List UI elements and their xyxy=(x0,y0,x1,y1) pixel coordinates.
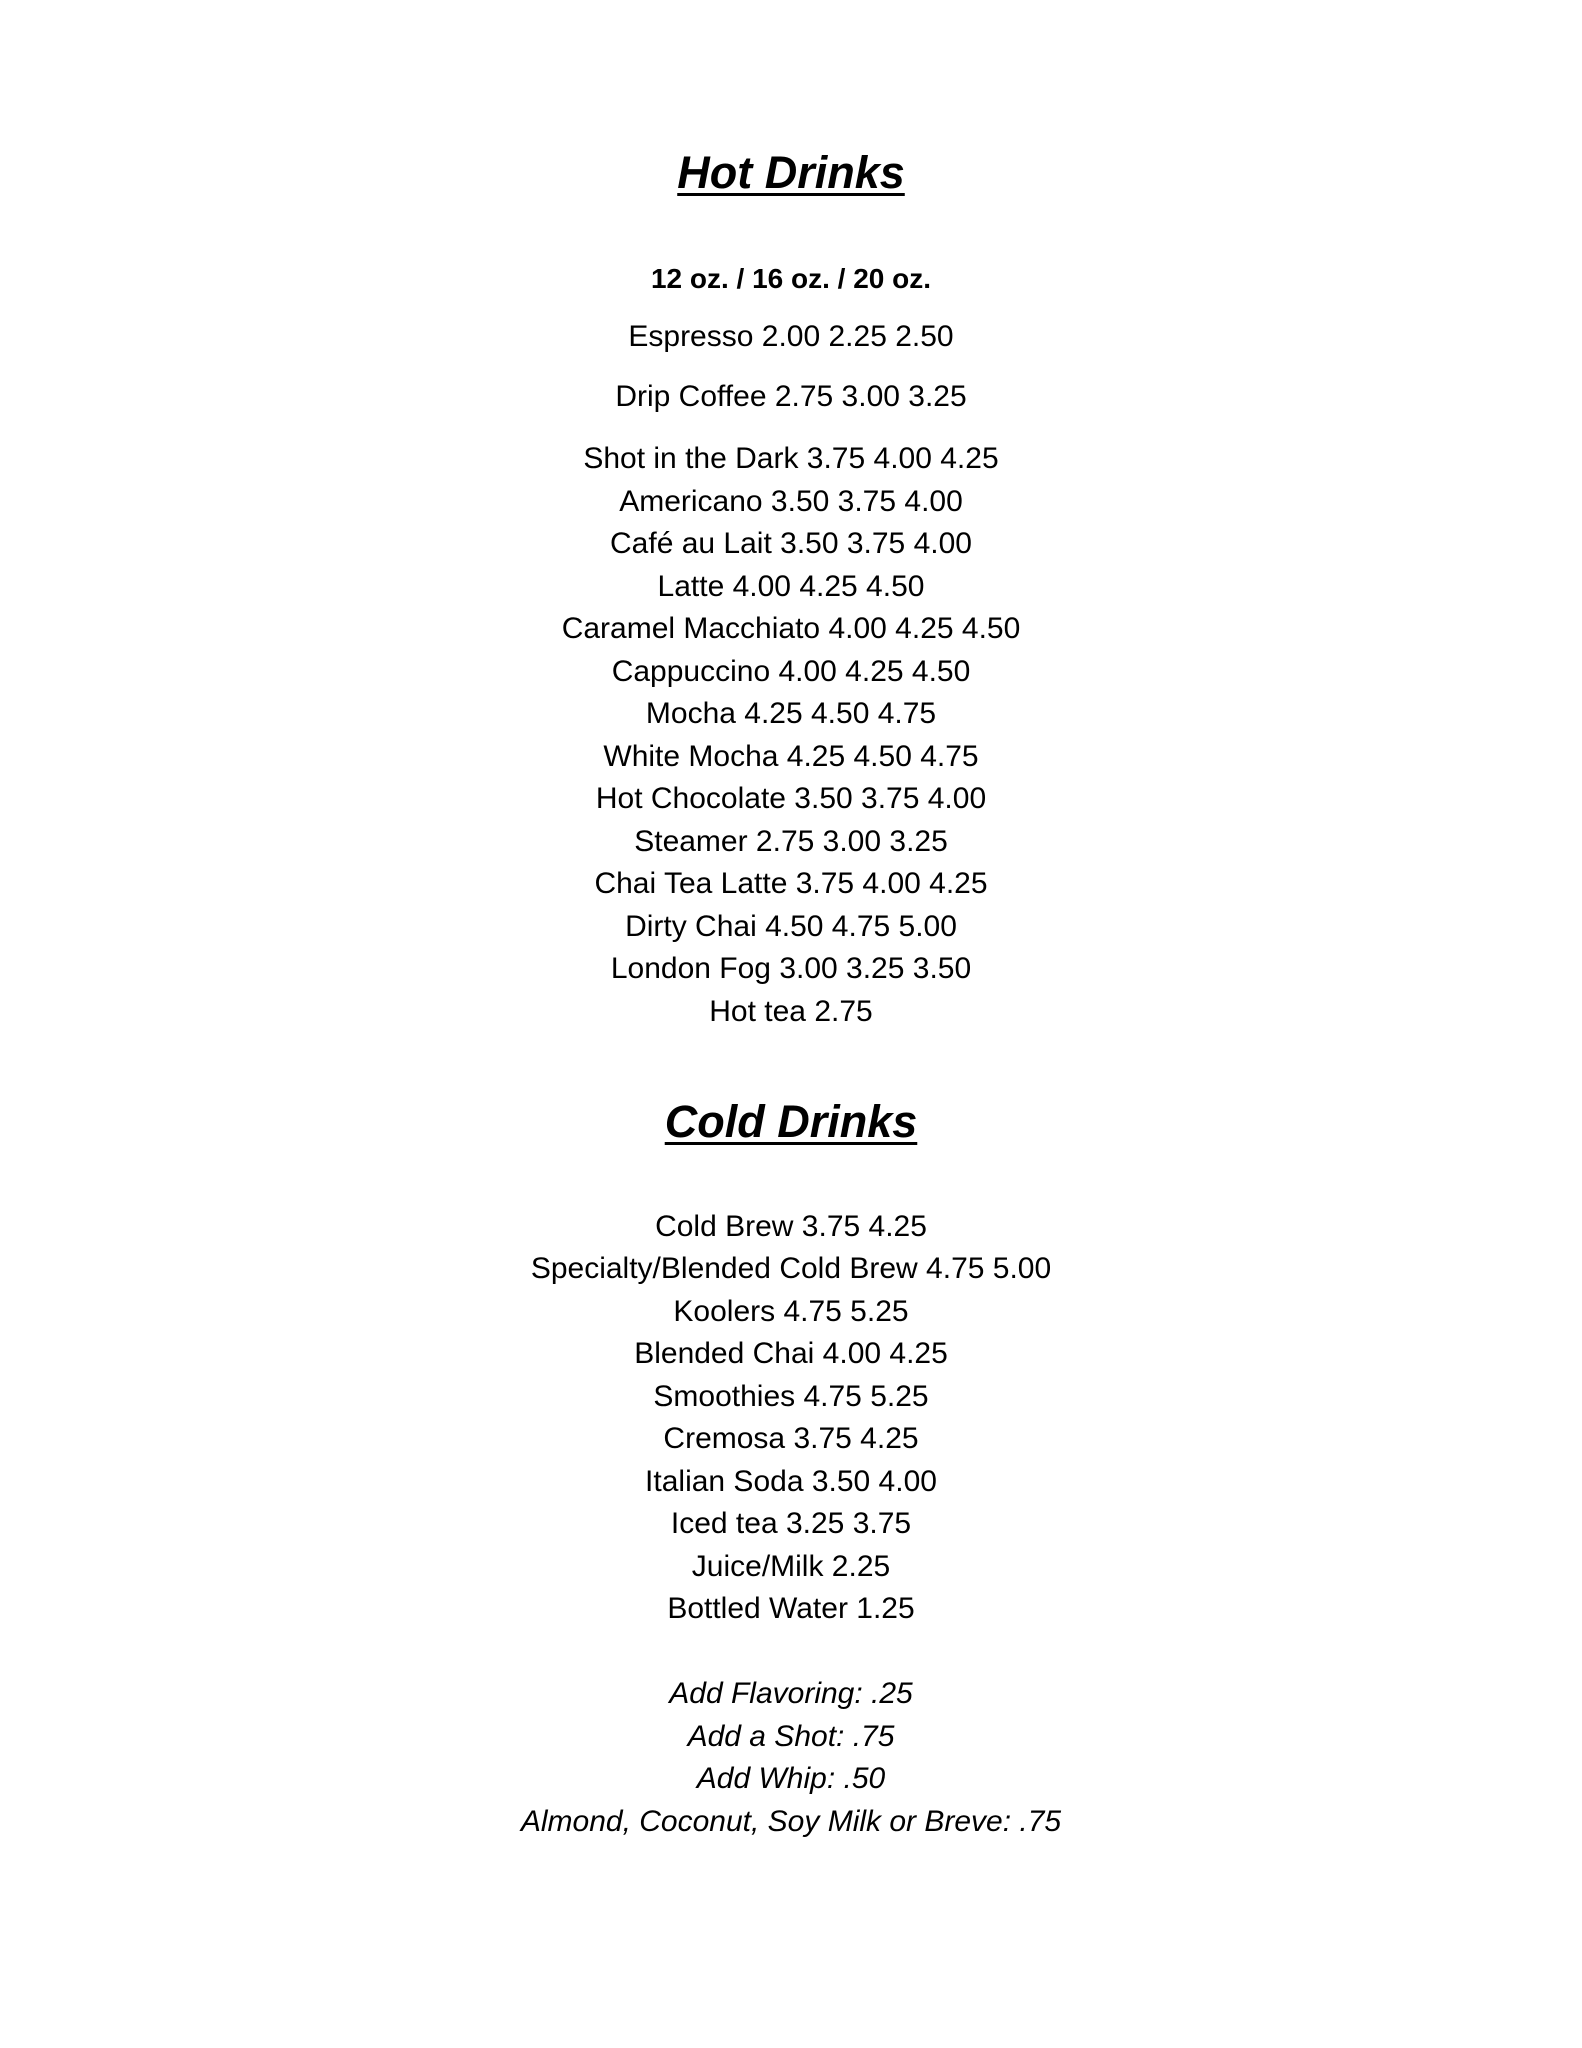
menu-item: Chai Tea Latte 3.75 4.00 4.25 xyxy=(594,867,988,900)
menu-item: Americano 3.50 3.75 4.00 xyxy=(619,485,963,518)
menu-item: Blended Chai 4.00 4.25 xyxy=(634,1337,948,1370)
hot-drinks-heading: Hot Drinks xyxy=(677,147,905,198)
menu-item: Bottled Water 1.25 xyxy=(667,1592,915,1625)
menu-item: Mocha 4.25 4.50 4.75 xyxy=(645,697,937,730)
addon-item: Add a Shot: .75 xyxy=(687,1720,895,1753)
menu-item: Cold Brew 3.75 4.25 xyxy=(655,1210,927,1243)
menu-item: Caramel Macchiato 4.00 4.25 4.50 xyxy=(561,612,1021,645)
menu-item: Steamer 2.75 3.00 3.25 xyxy=(634,825,948,858)
size-header: 12 oz. / 16 oz. / 20 oz. xyxy=(650,263,932,294)
menu-item: White Mocha 4.25 4.50 4.75 xyxy=(603,740,979,773)
menu-item: London Fog 3.00 3.25 3.50 xyxy=(610,952,972,985)
menu-item: Dirty Chai 4.50 4.75 5.00 xyxy=(625,910,957,943)
menu-item: Smoothies 4.75 5.25 xyxy=(653,1380,929,1413)
menu-item: Cappuccino 4.00 4.25 4.50 xyxy=(611,655,971,688)
menu-item: Drip Coffee 2.75 3.00 3.25 xyxy=(615,380,967,413)
menu-item: Hot tea 2.75 xyxy=(709,995,873,1028)
menu-item: Juice/Milk 2.25 xyxy=(691,1550,891,1583)
menu-item: Italian Soda 3.50 4.00 xyxy=(645,1465,937,1498)
addon-item: Almond, Coconut, Soy Milk or Breve: .75 xyxy=(520,1805,1062,1838)
menu-item: Iced tea 3.25 3.75 xyxy=(670,1507,912,1540)
cold-drinks-heading: Cold Drinks xyxy=(664,1096,918,1147)
menu-item: Espresso 2.00 2.25 2.50 xyxy=(628,320,954,353)
menu-item: Café au Lait 3.50 3.75 4.00 xyxy=(610,527,972,560)
addon-item: Add Flavoring: .25 xyxy=(669,1677,913,1710)
menu-item: Hot Chocolate 3.50 3.75 4.00 xyxy=(595,782,987,815)
menu-item: Shot in the Dark 3.75 4.00 4.25 xyxy=(583,442,999,475)
menu-item: Latte 4.00 4.25 4.50 xyxy=(657,570,925,603)
menu-item: Cremosa 3.75 4.25 xyxy=(663,1422,919,1455)
addon-item: Add Whip: .50 xyxy=(696,1762,886,1795)
menu-item: Koolers 4.75 5.25 xyxy=(673,1295,909,1328)
menu-item: Specialty/Blended Cold Brew 4.75 5.00 xyxy=(530,1252,1052,1285)
